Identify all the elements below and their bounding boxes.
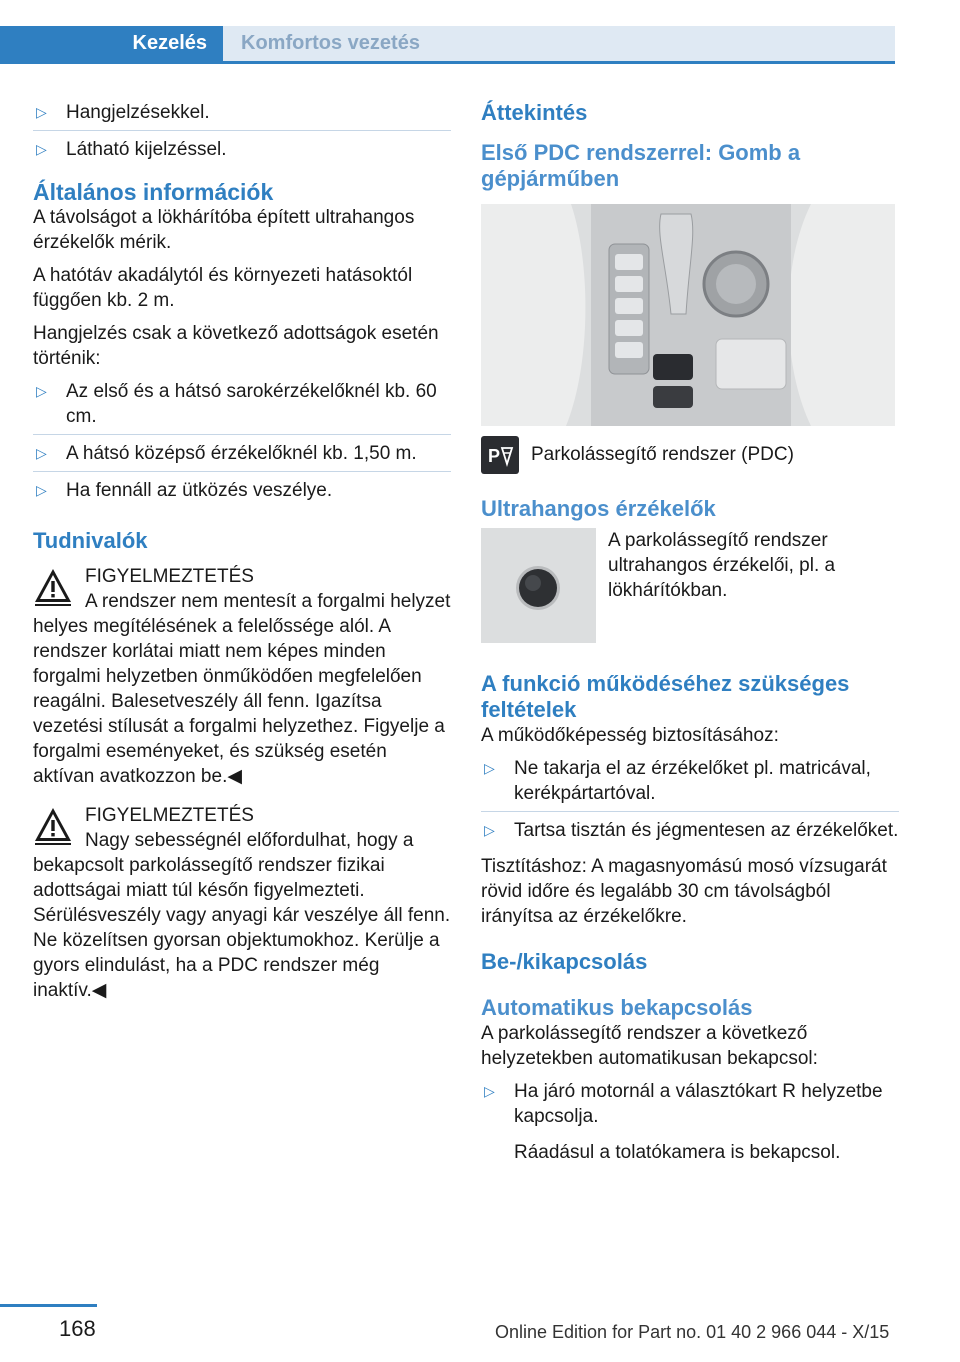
- auto-heading: Automatikus bekapcsolás: [481, 995, 753, 1020]
- list-item: ▷ Ha járó motornál a választókart R helyzetbe kapcsolja.: [484, 1081, 883, 1127]
- page-number: 168: [59, 1316, 96, 1341]
- list-item: ▷ Látható kijelzéssel.: [36, 139, 227, 160]
- footer-divider: [0, 1304, 97, 1307]
- left-column: [33, 100, 451, 1013]
- sensors-text: A parkolássegítő rendszer ultrahangos érzékelői, pl. a lökhárítókban.: [608, 530, 836, 601]
- svg-text:P: P: [488, 446, 501, 466]
- sensor-figure: [481, 528, 899, 643]
- warning-block: [33, 564, 451, 789]
- overview-heading: Áttekintés: [481, 100, 588, 125]
- notes-heading: Tudnivalók: [33, 528, 148, 553]
- paragraph: A hatótáv akadálytól és környezeti hatásoktól függően kb. 2 m.: [33, 265, 413, 311]
- triangle-bullet-icon: ▷: [484, 760, 495, 776]
- figure-caption: [481, 436, 899, 474]
- page-header: [0, 0, 960, 66]
- list-item: ▷ Hangjelzésekkel.: [33, 100, 451, 131]
- pdc-button-icon: [481, 436, 519, 474]
- triangle-bullet-icon: ▷: [36, 104, 47, 120]
- chapter-tab[interactable]: Kezelés: [0, 26, 223, 61]
- onoff-heading: Be-/kikapcsolás: [481, 949, 648, 974]
- button-heading: Első PDC rendszerrel: Gomb a gépjárműben: [481, 140, 801, 191]
- auto-list: [481, 1079, 899, 1134]
- triangle-bullet-icon: ▷: [36, 445, 47, 461]
- triangle-bullet-icon: ▷: [36, 141, 47, 157]
- header-divider: [0, 61, 895, 64]
- auto-note: Ráadásul a tolatókamera is bekapcsol.: [514, 1142, 841, 1163]
- warning-title: FIGYELMEZTETÉS: [85, 566, 254, 587]
- sensors-heading: Ultrahangos érzékelők: [481, 496, 716, 521]
- console-photo: [481, 204, 895, 426]
- general-info-heading: Általános információk: [33, 179, 274, 205]
- warning-text: A rendszer nem mentesít a forgalmi helyzet helyes megítélésének a felelőssége alól. A rendszer korlátai miatt nem képes minden forgalmi helyzetben önműködően megfelelően reagálni. Balesetveszély áll fenn. Igazítsa vezetési stílusát a forgalmi helyzethez. Figyelje a forgalmi eseményeket, és szükség esetén aktívan avatkozzon be.◀: [33, 591, 451, 787]
- requirements-heading: A funkció működéséhez szükséges feltételek: [481, 671, 850, 722]
- warning-triangle-icon: [33, 566, 73, 608]
- edition-text: Online Edition for Part no. 01 40 2 966 044 - X/15: [495, 1322, 890, 1342]
- list-item: ▷ Tartsa tisztán és jégmentesen az érzékelőket.: [484, 820, 899, 841]
- caption-text: Parkolássegítő rendszer (PDC): [531, 444, 794, 465]
- ultrasonic-sensor-image: [481, 528, 596, 643]
- right-column: [481, 100, 899, 1173]
- paragraph: Tisztításhoz: A magasnyomású mosó vízsugarát rövid időre és legalább 30 cm távolságból irányítsa az érzékelőkre.: [481, 856, 887, 927]
- paragraph: A működőképesség biztosításához:: [481, 725, 779, 746]
- sensor-photo: [481, 528, 596, 643]
- paragraph: Hangjelzés csak a következő adottságok esetén történik:: [33, 323, 439, 369]
- warning-block: [33, 803, 451, 1003]
- intro-bullet-list: [33, 100, 451, 167]
- paragraph: A parkolássegítő rendszer a következő helyzetekben automatikusan bekapcsol:: [481, 1023, 818, 1069]
- triangle-bullet-icon: ▷: [484, 1083, 495, 1099]
- list-item: ▷ Ne takarja el az érzékelőket pl. matricával, kerékpártartóval.: [481, 756, 899, 812]
- list-item: ▷ Az első és a hátsó sarokérzékelőknél kb. 60 cm.: [33, 379, 451, 435]
- section-tab[interactable]: Komfortos vezetés: [223, 26, 895, 61]
- triangle-bullet-icon: ▷: [36, 482, 47, 498]
- warning-title: FIGYELMEZTETÉS: [85, 805, 254, 826]
- list-item: ▷ A hátsó középső érzékelőknél kb. 1,50 m.: [33, 441, 451, 472]
- warning-text: Nagy sebességnél előfordulhat, hogy a bekapcsolt parkolássegítő rendszer fizikai adottságai miatt túl későn figyelmezteti. Sérülésveszély vagy anyagi kár veszélye áll fenn. Ne közelítsen gyorsan objektumokhoz. Kerülje a gyors elindulást, ha a PDC rendszer még inaktív.◀: [33, 830, 451, 1001]
- triangle-bullet-icon: ▷: [36, 383, 47, 399]
- triangle-bullet-icon: ▷: [484, 822, 495, 838]
- conditions-list: [33, 379, 451, 508]
- warning-triangle-icon: [33, 805, 73, 847]
- center-console-image: [481, 204, 895, 426]
- requirements-list: [481, 756, 899, 848]
- list-item: ▷ Ha fennáll az ütközés veszélye.: [36, 480, 333, 501]
- paragraph: A távolságot a lökhárítóba épített ultrahangos érzékelők mérik.: [33, 207, 415, 253]
